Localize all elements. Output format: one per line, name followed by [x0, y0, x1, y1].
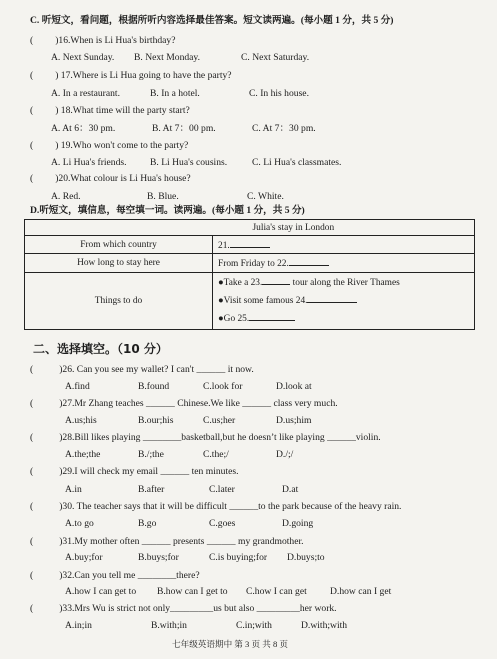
- bullet-icon: ●: [218, 278, 224, 288]
- option-d[interactable]: D.with;with: [301, 620, 348, 631]
- question-16: [30, 35, 176, 46]
- option-c[interactable]: C. White.: [247, 191, 284, 202]
- option-b[interactable]: B.after: [138, 484, 165, 495]
- blank-22[interactable]: [289, 257, 329, 266]
- option-a[interactable]: A.in: [65, 484, 82, 495]
- answer-paren[interactable]: (: [30, 501, 34, 512]
- option-d[interactable]: D./;/: [276, 449, 294, 460]
- answer-paren[interactable]: (: [30, 398, 34, 409]
- blank-23[interactable]: [262, 276, 290, 285]
- option-b[interactable]: B./;the: [138, 449, 164, 460]
- answer-paren[interactable]: (: [30, 173, 34, 184]
- question-text: )29.I will check my email ______ ten minutes.: [59, 466, 239, 477]
- blank-22-label: From Friday to 22.: [218, 259, 289, 269]
- blank-24[interactable]: [307, 294, 357, 303]
- option-a[interactable]: A.the;the: [65, 449, 101, 460]
- answer-paren[interactable]: (: [30, 536, 34, 547]
- question-19: [30, 140, 188, 151]
- row-value: [213, 254, 475, 273]
- option-a[interactable]: A.to go: [65, 518, 94, 529]
- section-c-heading: C. 听短文，看问题，根据所听内容选择最佳答案。短文读两遍。(每小题 1 分，共 5 分): [30, 15, 394, 26]
- option-c[interactable]: C.is buying;for: [209, 552, 268, 563]
- option-d[interactable]: D.going: [282, 518, 314, 529]
- question-31: [30, 536, 304, 547]
- option-a[interactable]: A. At 6：30 pm.: [51, 123, 116, 134]
- question-29: [30, 466, 239, 477]
- question-text: )32.Can you tell me ________there?: [59, 570, 200, 581]
- question-text: )26. Can you see my wallet? I can't ______ it now.: [59, 364, 254, 375]
- option-b[interactable]: B. Li Hua's cousins.: [150, 157, 228, 168]
- option-c[interactable]: C.goes: [209, 518, 236, 529]
- option-b[interactable]: B.our;his: [138, 415, 174, 426]
- option-c[interactable]: C. At 7：30 pm.: [252, 123, 316, 134]
- option-b[interactable]: B.found: [138, 381, 170, 392]
- question-text: ) 19.Who won't come to the party?: [55, 140, 189, 151]
- question-33: [30, 603, 337, 614]
- answer-paren[interactable]: (: [30, 570, 34, 581]
- question-20: [30, 173, 191, 184]
- thing-item: ●Take a 23. tour along the River Thames: [218, 278, 400, 288]
- thing-item: ●Visit some famous 24.: [218, 292, 469, 310]
- option-a[interactable]: A. Red.: [51, 191, 81, 202]
- option-d[interactable]: D.how can I get: [330, 586, 392, 597]
- answer-paren[interactable]: (: [30, 466, 34, 477]
- option-c[interactable]: C.us;her: [203, 415, 236, 426]
- option-b[interactable]: B.with;in: [151, 620, 187, 631]
- blank-21[interactable]: [230, 239, 270, 248]
- question-text: )28.Bill likes playing ________basketball,but he doesn’t like playing ______violin.: [59, 432, 381, 443]
- option-c[interactable]: C. Li Hua's classmates.: [252, 157, 342, 168]
- option-d[interactable]: D.us;him: [276, 415, 312, 426]
- option-c[interactable]: C.later: [209, 484, 235, 495]
- question-26: [30, 364, 254, 375]
- question-text: )30. The teacher says that it will be difficult ______to the park because of the heavy rain.: [59, 501, 402, 512]
- option-a[interactable]: A.find: [65, 381, 90, 392]
- option-b[interactable]: B.how can I get to: [157, 586, 228, 597]
- option-c[interactable]: C.the;/: [203, 449, 229, 460]
- option-c[interactable]: C.in;with: [236, 620, 272, 631]
- option-b[interactable]: B. At 7：00 pm.: [152, 123, 216, 134]
- option-a[interactable]: A. Next Sunday.: [51, 52, 115, 63]
- blank-21-label: 21.: [218, 240, 230, 251]
- option-b[interactable]: B.buys;for: [138, 552, 179, 563]
- things-label: Things to do: [25, 273, 213, 330]
- option-a[interactable]: A.in;in: [65, 620, 92, 631]
- answer-paren[interactable]: (: [30, 432, 34, 443]
- answer-paren[interactable]: (: [30, 603, 34, 614]
- answer-paren[interactable]: (: [30, 364, 34, 375]
- question-27: [30, 398, 338, 409]
- row-label: From which country: [25, 236, 213, 254]
- section-d-heading: D.听短文，填信息，每空填一词。读两遍。(每小题 1 分，共 5 分): [30, 205, 305, 216]
- question-28: [30, 432, 381, 443]
- option-b[interactable]: B. In a hotel.: [150, 88, 200, 99]
- question-text: ) 17.Where is Li Hua going to have the party?: [55, 70, 232, 81]
- answer-paren[interactable]: (: [30, 70, 34, 81]
- things-list: [213, 273, 475, 330]
- option-a[interactable]: A.buy;for: [65, 552, 103, 563]
- option-b[interactable]: B. Next Monday.: [134, 52, 200, 63]
- option-a[interactable]: A.how I can get to: [65, 586, 137, 597]
- section-2-heading: 二、选择填空。（10 分）: [33, 342, 168, 356]
- question-text: )20.What colour is Li Hua's house?: [55, 173, 191, 184]
- question-text: )27.Mr Zhang teaches ______ Chinese.We like ______ class very much.: [59, 398, 338, 409]
- blank-25[interactable]: [249, 312, 295, 321]
- question-text: ) 18.What time will the party start?: [55, 105, 190, 116]
- option-c[interactable]: C.how I can get: [246, 586, 307, 597]
- option-c[interactable]: C.look for: [203, 381, 243, 392]
- option-d[interactable]: D.look at: [276, 381, 312, 392]
- row-label: How long to stay here: [25, 254, 213, 273]
- bullet-icon: ●: [218, 314, 224, 324]
- question-18: [30, 105, 190, 116]
- question-17: [30, 70, 232, 81]
- page-footer: 七年级英语期中 第 3 页 共 8 页: [172, 639, 289, 649]
- question-30: [30, 501, 401, 512]
- question-32: [30, 570, 200, 581]
- option-d[interactable]: D.at: [282, 484, 299, 495]
- answer-paren[interactable]: (: [30, 140, 34, 151]
- option-a[interactable]: A. Li Hua's friends.: [51, 157, 127, 168]
- info-table: [24, 219, 475, 330]
- question-text: )33.Mrs Wu is strict not only_________us but also _________her work.: [59, 603, 337, 614]
- option-a[interactable]: A.us;his: [65, 415, 97, 426]
- thing-item: ●Go 25.: [218, 310, 469, 328]
- row-value: [213, 236, 475, 254]
- option-a[interactable]: A. In a restaurant.: [51, 88, 120, 99]
- option-b[interactable]: B.go: [138, 518, 157, 529]
- table-title: Julia's stay in London: [213, 220, 475, 236]
- answer-paren[interactable]: (: [30, 105, 34, 116]
- option-c[interactable]: C. In his house.: [249, 88, 309, 99]
- option-d[interactable]: D.buys;to: [287, 552, 325, 563]
- option-b[interactable]: B. Blue.: [147, 191, 179, 202]
- question-text: )16.When is Li Hua's birthday?: [55, 35, 176, 46]
- option-c[interactable]: C. Next Saturday.: [241, 52, 310, 63]
- bullet-icon: ●: [218, 296, 224, 306]
- answer-paren[interactable]: (: [30, 35, 34, 46]
- question-text: )31.My mother often ______ presents ______ my grandmother.: [59, 536, 304, 547]
- table-title-left: [25, 220, 213, 236]
